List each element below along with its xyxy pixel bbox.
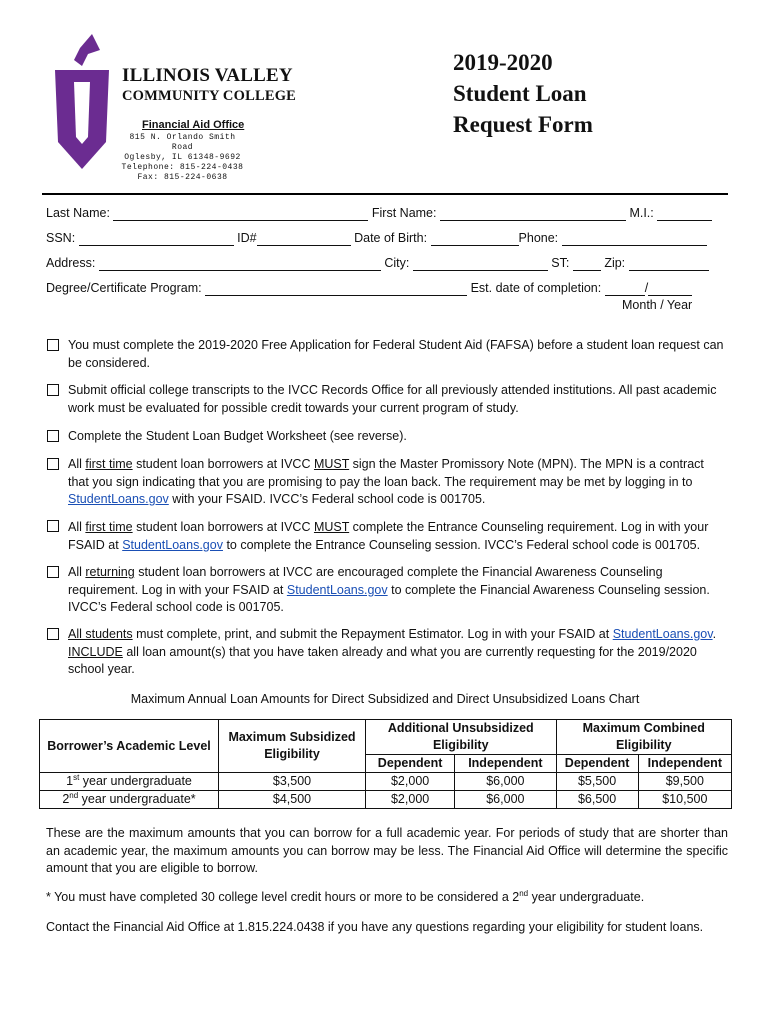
repayment-text-3: all loan amount(s) that you have taken already and what you are currently requesting for the 2019/2020 school year. [68, 644, 697, 676]
row2-level [40, 791, 219, 809]
awareness-text-2: student loan borrowers at IVCC are encouraged complete the Financial Awareness Counseling requirement. Log in with your FSAID at [68, 565, 663, 597]
repayment-text-2: . [712, 627, 717, 641]
second-year-note [46, 890, 728, 904]
row2-level-text: year undergraduate* [78, 792, 196, 806]
zip-label: Zip: [604, 256, 626, 270]
address-field[interactable] [99, 257, 381, 271]
address-label: Address: [46, 256, 96, 270]
mpn-text-4: with your FSAID. IVCC’s Federal school code is 001705. [168, 492, 486, 506]
row1-level [40, 773, 219, 791]
awareness-studentloans-link[interactable]: StudentLoans.gov [286, 582, 388, 597]
logo-flame-icon [52, 32, 112, 170]
contact-paragraph: Contact the Financial Aid Office at 1.815.224.0438 if you have any questions regarding your eligibility for student loans. [46, 920, 704, 934]
month-year-hint: Month / Year [622, 298, 693, 312]
completion-slash: / [644, 281, 649, 295]
row2-unsub-dep: $2,000 [366, 791, 455, 809]
office-name: Financial Aid Office [142, 119, 245, 131]
address-phone: Telephone: 815-224-0438 [121, 163, 244, 172]
row1-unsub-dep: $2,000 [366, 773, 455, 791]
address-row [46, 255, 716, 271]
chart-caption: Maximum Annual Loan Amounts for Direct Subsidized and Direct Unsubsidized Loans Chart [130, 692, 640, 706]
table-row [40, 773, 732, 791]
checkbox-transcripts[interactable] [47, 384, 59, 396]
row2-sub: $4,500 [219, 791, 366, 809]
office-address [120, 133, 245, 183]
table-row [40, 791, 732, 809]
phone-field[interactable] [562, 232, 707, 246]
entrance-studentloans-link[interactable]: StudentLoans.gov [122, 537, 223, 552]
ssn-row [46, 230, 716, 246]
completion-label: Est. date of completion: [470, 281, 602, 295]
entrance-must: MUST [313, 520, 350, 534]
row1-level-text: year undergraduate [79, 774, 192, 788]
college-logo [52, 32, 112, 170]
address-line1: 815 N. Orlando Smith Road [129, 133, 236, 152]
row1-sub: $3,500 [219, 773, 366, 791]
city-field[interactable] [413, 257, 548, 271]
completion-year-field[interactable] [648, 282, 692, 296]
mpn-text-2: student loan borrowers at IVCC [132, 457, 314, 471]
checklist-item-awareness [68, 564, 728, 617]
header-divider [42, 193, 728, 195]
college-name-line1: ILLINOIS VALLEY [122, 65, 293, 86]
checklist-item-entrance [68, 519, 728, 554]
row2-unsub-ind: $6,000 [455, 791, 556, 809]
title-line3: Request Form [453, 112, 593, 137]
id-field[interactable] [257, 232, 351, 246]
phone-label: Phone: [518, 231, 559, 245]
name-row [46, 205, 716, 221]
checklist-item-repayment [68, 626, 728, 679]
last-name-field[interactable] [113, 207, 368, 221]
awareness-returning: returning [85, 565, 135, 579]
header-comb-independent: Independent [638, 755, 731, 773]
first-name-label: First Name: [371, 206, 437, 220]
entrance-text-4: to complete the Entrance Counseling session. IVCC’s Federal school code is 001705. [222, 537, 701, 552]
mi-field[interactable] [657, 207, 712, 221]
mpn-studentloans-link[interactable]: StudentLoans.gov [68, 492, 169, 506]
row1-comb-ind: $9,500 [638, 773, 731, 791]
mpn-text-3: sign the Master Promissory Note (MPN). The MPN is a contract that you sign indicating that you are promising to pay the loan back. The requirement may be met by logging in to [68, 457, 704, 489]
mpn-must: MUST [313, 457, 350, 471]
entrance-text-3: complete the Entrance Counseling requirement. Log in with your FSAID at [68, 520, 709, 552]
entrance-text-2: student loan borrowers at IVCC [132, 520, 314, 534]
repayment-all-students: All students [68, 627, 133, 641]
loan-limits-table [39, 719, 732, 809]
row1-comb-dep: $5,500 [556, 773, 638, 791]
max-amounts-paragraph: These are the maximum amounts that you can borrow for a full academic year. For periods of study that are shorter than an academic year, the maximum amounts you can borrow may be less. The Financial Aid Office will determine the specific amount that you are eligible to borrow. [46, 826, 728, 875]
mi-label: M.I.: [629, 206, 654, 220]
address-line2: Oglesby, IL 61348-9692 [124, 153, 241, 162]
checkbox-repayment[interactable] [47, 628, 59, 640]
program-row [46, 280, 716, 296]
st-label: ST: [551, 256, 570, 270]
ssn-label: SSN: [46, 231, 76, 245]
header-level: Borrower’s Academic Level [40, 720, 219, 773]
checkbox-entrance[interactable] [47, 520, 59, 532]
mpn-text-1: All [68, 457, 86, 471]
checkbox-mpn[interactable] [47, 458, 59, 470]
checklist-item-fafsa: You must complete the 2019-2020 Free Application for Federal Student Aid (FAFSA) before a student loan request can be considered. [68, 338, 724, 370]
title-year: 2019-2020 [453, 50, 553, 75]
checkbox-awareness[interactable] [47, 566, 59, 578]
repayment-include: INCLUDE [68, 644, 123, 659]
row1-level-num: 1 [66, 774, 74, 788]
st-field[interactable] [573, 257, 601, 271]
checkbox-budget[interactable] [47, 430, 59, 442]
repayment-text-1: must complete, print, and submit the Repayment Estimator. Log in with your FSAID at [132, 627, 613, 641]
program-field[interactable] [205, 282, 467, 296]
address-fax: Fax: 815-224-0638 [137, 173, 228, 182]
program-label: Degree/Certificate Program: [46, 281, 202, 295]
mpn-first-time: first time [85, 457, 133, 471]
note-sup: nd [519, 888, 529, 898]
row1-unsub-ind: $6,000 [455, 773, 556, 791]
header-unsub-dependent: Dependent [366, 755, 455, 773]
college-name-line2: COMMUNITY COLLEGE [122, 88, 297, 104]
header-unsubsidized: Additional Unsubsidized Eligibility [366, 720, 557, 755]
last-name-label: Last Name: [46, 206, 110, 220]
header-comb-dependent: Dependent [556, 755, 638, 773]
entrance-first-time: first time [85, 520, 133, 534]
note-text-2: year undergraduate. [528, 890, 645, 904]
id-label: ID# [237, 231, 257, 245]
header-subsidized: Maximum Subsidized Eligibility [219, 720, 366, 773]
row2-level-sup: nd [69, 790, 79, 800]
row2-comb-dep: $6,500 [556, 791, 638, 809]
checklist-item-mpn [68, 456, 728, 509]
form-title [453, 47, 593, 140]
row1-level-sup: st [73, 772, 80, 782]
dob-label: Date of Birth: [354, 231, 428, 245]
row2-comb-ind: $10,500 [638, 791, 731, 809]
repayment-studentloans-link[interactable]: StudentLoans.gov [612, 627, 713, 641]
zip-field[interactable] [629, 257, 709, 271]
city-label: City: [384, 256, 410, 270]
header-combined: Maximum Combined Eligibility [556, 720, 731, 755]
entrance-text-1: All [68, 520, 86, 534]
first-name-field[interactable] [440, 207, 626, 221]
completion-month-field[interactable] [605, 282, 645, 296]
row2-level-num: 2 [62, 792, 70, 806]
title-line2: Student Loan [453, 81, 587, 106]
note-text-1: * You must have completed 30 college level credit hours or more to be considered a 2 [46, 890, 520, 904]
checklist-item-budget: Complete the Student Loan Budget Worksheet (see reverse). [68, 429, 407, 443]
awareness-text-1: All [68, 565, 86, 579]
college-name [122, 66, 296, 106]
checklist-item-transcripts: Submit official college transcripts to the IVCC Records Office for all previously attended institutions. All past academic work must be evaluated for possible credit towards your current program of study. [68, 383, 717, 415]
dob-field[interactable] [431, 232, 519, 246]
awareness-text-3: to complete the Financial Awareness Counseling session. IVCC’s Federal school code is 001705. [68, 582, 710, 614]
ssn-field[interactable] [79, 232, 234, 246]
header-unsub-independent: Independent [455, 755, 556, 773]
checkbox-fafsa[interactable] [47, 339, 59, 351]
